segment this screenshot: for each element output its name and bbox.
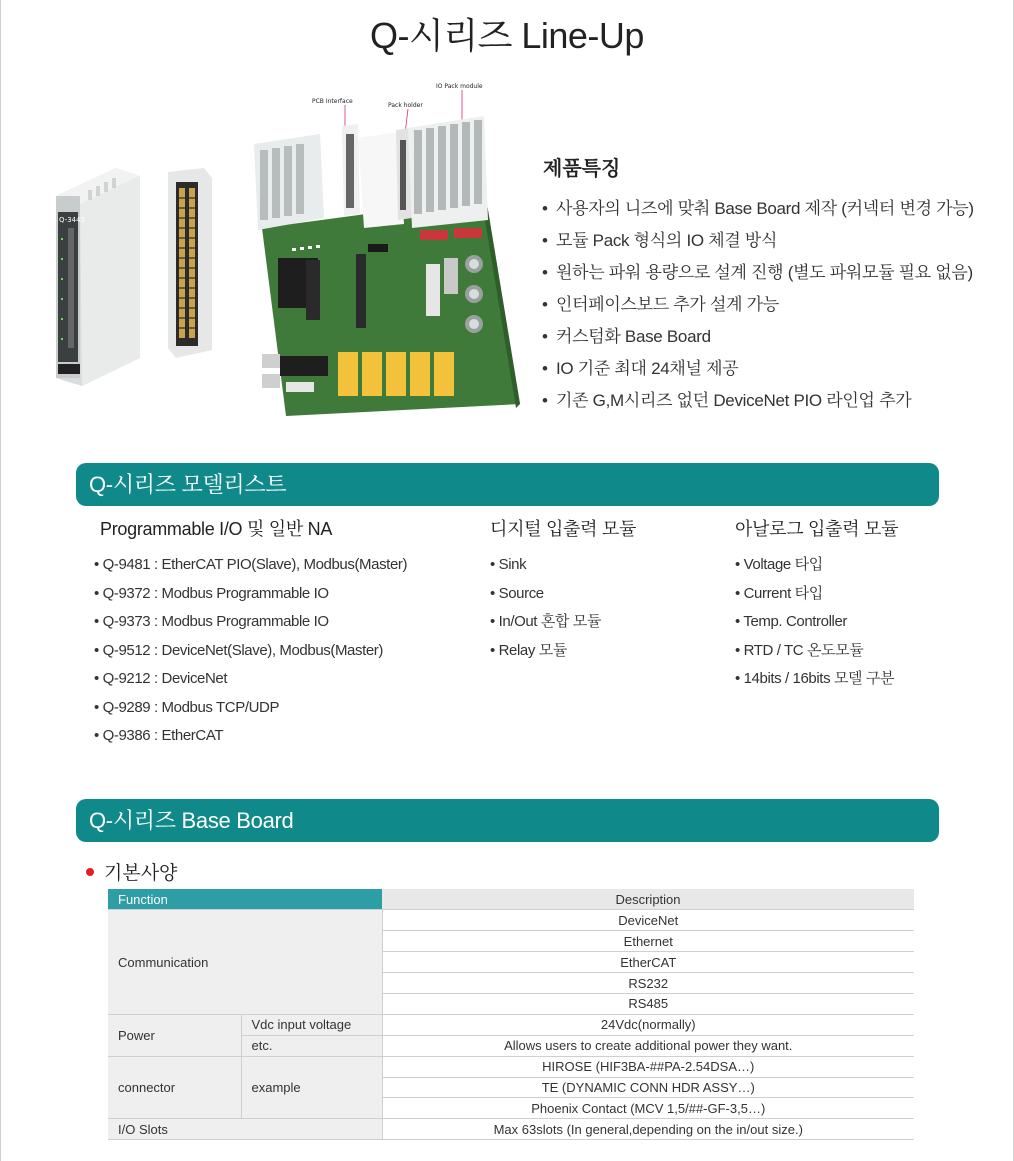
model-item: • Current 타입 (735, 584, 823, 602)
row-sublabel: example (241, 1056, 382, 1119)
table-cell: HIROSE (HIF3BA-##PA-2.54DSA…) (382, 1056, 914, 1077)
table-cell: TE (DYNAMIC CONN HDR ASSY…) (382, 1077, 914, 1098)
model-item: • Q-9372 : Modbus Programmable IO (94, 584, 329, 602)
analog-column (735, 515, 898, 694)
feature-item: • 원하는 파워 용량으로 설계 진행 (별도 파워모듈 필요 없음) (540, 257, 974, 289)
table-row (108, 1119, 914, 1140)
feature-item: • 모듈 Pack 형식의 IO 체결 방식 (540, 225, 974, 257)
programmable-heading: Programmable I/O 및 일반 NA (100, 519, 333, 539)
callout-io-pack-module: IO Pack module (436, 83, 483, 90)
feature-list (540, 193, 974, 417)
spec-heading-label: 기본사양 (104, 863, 178, 884)
model-item: • Q-9289 : Modbus TCP/UDP (94, 698, 280, 716)
model-item: • Source (490, 584, 544, 602)
table-cell: Max 63slots (In general,depending on the in/out size.) (382, 1119, 914, 1140)
callout-pcb-interface: PCB Interface (312, 98, 353, 105)
table-header-row (108, 889, 914, 910)
analog-heading: 아날로그 입출력 모듈 (735, 519, 899, 539)
model-item: • Temp. Controller (735, 613, 847, 630)
row-label-io-slots: I/O Slots (108, 1119, 382, 1140)
row-sublabel: etc. (241, 1035, 382, 1056)
model-item: • Q-9212 : DeviceNet (94, 670, 228, 687)
page-title: Q-시리즈 Line-Up (370, 15, 644, 56)
model-item: • Q-9481 : EtherCAT PIO(Slave), Modbus(Master) (94, 556, 408, 573)
spec-heading (86, 858, 177, 885)
table-row (108, 910, 914, 931)
programmable-column (94, 515, 407, 751)
feature-heading: 제품특징 (543, 158, 621, 180)
model-item: • Q-9512 : DeviceNet(Slave), Modbus(Master) (94, 641, 383, 659)
io-module-image (56, 168, 140, 386)
table-row (108, 1056, 914, 1077)
table-cell: RS485 (382, 993, 914, 1014)
digital-column (490, 515, 636, 665)
feature-item: • 사용자의 니즈에 맞춰 Base Board 제작 (커넥터 변경 가능) (540, 193, 974, 225)
model-item: • Sink (490, 556, 527, 573)
digital-heading: 디지털 입출력 모듈 (490, 519, 637, 539)
connector-module-image (160, 168, 212, 358)
table-cell: RS232 (382, 973, 914, 994)
feature-panel (540, 152, 974, 417)
model-item: • Q-9386 : EtherCAT (94, 727, 224, 744)
table-cell: Phoenix Contact (MCV 1,5/##-GF-3,5…) (382, 1098, 914, 1119)
feature-item: • IO 기준 최대 24채널 제공 (540, 353, 974, 385)
feature-item: • 커스텀화 Base Board (540, 321, 974, 353)
table-cell: Allows users to create additional power they want. (382, 1035, 914, 1056)
table-cell: Ethernet (382, 931, 914, 952)
header-description: Description (382, 889, 914, 910)
model-item: • Q-9373 : Modbus Programmable IO (94, 613, 329, 630)
row-label-power: Power (108, 1014, 241, 1056)
row-label-communication: Communication (108, 910, 382, 1014)
callout-pack-holder: Pack holder (388, 102, 423, 109)
table-cell: 24Vdc(normally) (382, 1014, 914, 1035)
model-item: • Relay 모듈 (490, 641, 567, 659)
feature-item: • 인터페이스보드 추가 설계 가능 (540, 289, 974, 321)
header-function: Function (108, 889, 382, 910)
spec-table (108, 889, 914, 1140)
row-sublabel: Vdc input voltage (241, 1014, 382, 1035)
table-row (108, 1014, 914, 1035)
model-item: • Voltage 타입 (735, 556, 823, 573)
model-item: • In/Out 혼합 모듈 (490, 613, 601, 630)
module-label: Q-3445 (59, 216, 86, 224)
row-label-connector: connector (108, 1056, 241, 1119)
model-list-band: Q-시리즈 모델리스트 (76, 463, 939, 506)
base-board-band: Q-시리즈 Base Board (76, 799, 939, 842)
table-cell: EtherCAT (382, 952, 914, 973)
table-cell: DeviceNet (382, 910, 914, 931)
model-item: • RTD / TC 온도모듈 (735, 641, 864, 659)
base-board-image (248, 78, 528, 418)
feature-item: • 기존 G,M시리즈 없던 DeviceNet PIO 라인업 추가 (540, 385, 974, 417)
bullet-dot-icon (86, 868, 94, 876)
model-item: • 14bits / 16bits 모델 구분 (735, 670, 895, 687)
